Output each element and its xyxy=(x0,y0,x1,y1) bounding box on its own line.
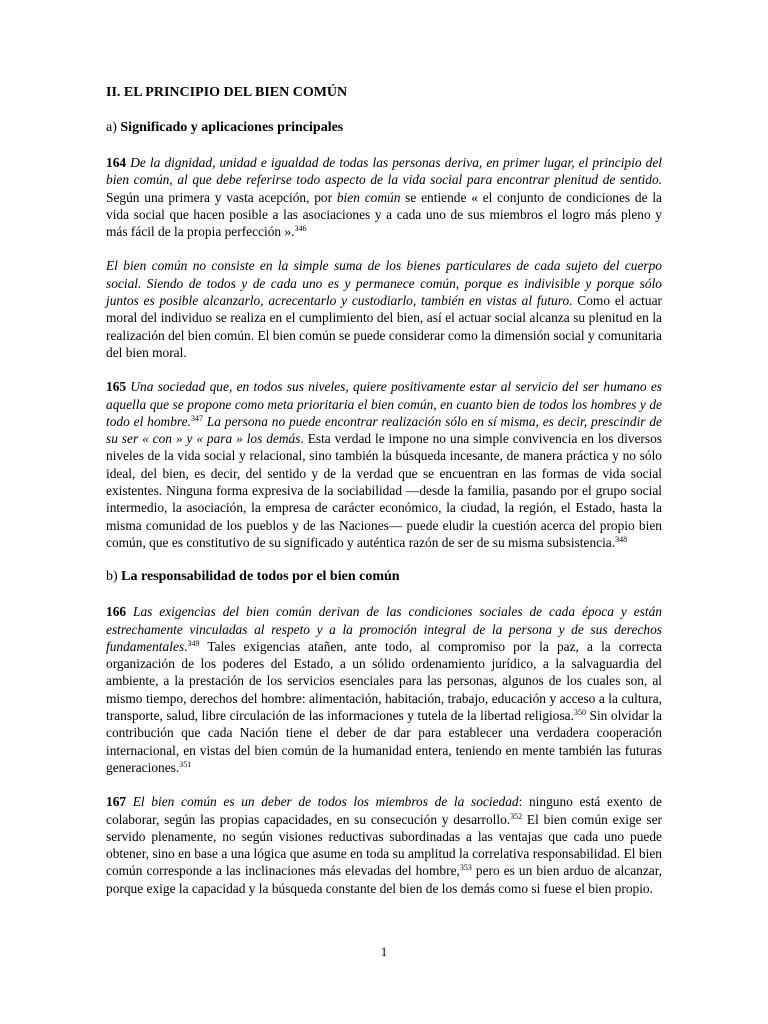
subsection-title: La responsabilidad de todos por el bien común xyxy=(121,569,400,585)
footnote-ref: 351 xyxy=(179,759,192,769)
paragraph xyxy=(106,603,662,776)
body-text: . Como el actuar moral del individuo se realiza en el cumplimiento del bien, así el actuar social alcanza su plenitud en la realización del bien común. El bien común se puede considerar como la dimensión social y comunitaria del bien moral. xyxy=(106,293,662,360)
section-title: II. EL PRINCIPIO DEL BIEN COMÚN xyxy=(106,85,348,100)
paragraph xyxy=(106,257,662,361)
subsection-b-heading xyxy=(106,568,662,586)
footnote-ref: 346 xyxy=(294,224,307,234)
paragraph-number: 167 xyxy=(106,794,133,810)
body-text: El bien común exige ser servido plenamente, no según visiones reductivas subordinadas a las ventajas que cada uno puede obtener, sino en base a una lógica que asume en toda su amplitud la correlativa responsabilidad. El bien común corresponde a las inclinaciones más elevadas del hombre, xyxy=(106,811,663,879)
footnote-ref: 348 xyxy=(615,534,628,544)
body-text: se entiende « el conjunto de condiciones de la vida social que hacen posible a las asociaciones y a cada uno de sus miembros el logro más pleno y más fácil de la propia perfección ». xyxy=(106,189,662,240)
footnote-ref: 353 xyxy=(459,863,472,873)
paragraph xyxy=(106,378,662,551)
paragraph-number: 166 xyxy=(106,604,134,620)
subsection-title: Significado y aplicaciones principales xyxy=(120,120,344,135)
paragraph xyxy=(106,154,662,240)
body-text: . Esta verdad le impone no una simple convivencia en los diversos niveles de la vida social y relacional, sino también la búsqueda incesante, de manera práctica y no sólo ideal, del bien, es decir, del sentido y de la verdad que se encuentran en las formas de vida social existentes. Ninguna forma expresiva de la sociabilidad —desde la familia, pasando por el grupo social intermedio, la asociación, la empresa de carácter económico, la ciudad, la región, el Estado, hasta la misma comunidad de los pueblos y de las Naciones— puede eludir la cuestión acerca del propio bien común, que es constitutivo de su significado y auténtica razón de ser de su misma subsistencia. xyxy=(106,431,662,550)
body-text: : ninguno está exento de colaborar, según las propias capacidades, en su consecución y desarrollo. xyxy=(106,794,663,827)
italic-text: De la dignidad, unidad e igualdad de todas las personas deriva, en primer lugar, el principio del bien común, al que debe referirse todo aspecto de la vida social para encontrar plenitud de sentido. xyxy=(106,155,663,188)
body-text: pero es un bien arduo de alcanzar, porque exige la capacidad y la búsqueda constante del bien de los demás como si fuese el bien propio. xyxy=(106,863,663,896)
body-text: Tales exigencias atañen, ante todo, al compromiso por la paz, a la correcta organización de los poderes del Estado, a un sólido ordenamiento jurídico, a la salvaguardia del ambiente, a la prestación de los servicios esenciales para las personas, algunos de los cuales son, al mismo tiempo, derechos del hombre: alimentación, habitación, trabajo, educación y acceso a la cultura, transporte, salud, libre circulación de las informaciones y tutela de la libertad religiosa. xyxy=(106,638,662,724)
footnote-ref: 352 xyxy=(510,811,523,821)
subsection-prefix: b) xyxy=(106,569,122,585)
subsection-prefix: a) xyxy=(106,120,121,135)
italic-text: El bien común no consiste en la simple suma de los bienes particulares de cada sujeto del cuerpo social. Siendo de todos y de cada uno es y permanece común, porque es indivisible y porque sólo juntos es posible alcanzarlo, acrecentarlo y custodiarlo, también en vistas al futuro xyxy=(106,258,662,309)
italic-text: bien común xyxy=(336,189,401,205)
footnote-ref: 350 xyxy=(573,708,586,718)
body-text: Sin olvidar la contribución que cada Nación tiene el deber de dar para establecer una verdadera cooperación internacional, en vistas del bien común de la humanidad entera, teniendo en mente también las futuras generaciones. xyxy=(106,708,663,775)
body-text: . xyxy=(184,638,188,654)
footnote-ref: 347 xyxy=(190,413,203,423)
page-number: 1 xyxy=(380,944,388,959)
subsection-a-heading xyxy=(106,119,662,137)
body-text: Según una primera y vasta acepción, por xyxy=(106,189,337,205)
paragraph xyxy=(106,793,662,897)
italic-text: El bien común es un deber de todos los miembros de la sociedad xyxy=(132,794,519,810)
italic-text: Una sociedad que, en todos sus niveles, quiere positivamente estar al servicio del ser humano es aquella que se propone como meta prioritaria el bien común, en cuanto bien de todos los hombres y de todo el hombre. xyxy=(106,379,662,429)
footnote-ref: 349 xyxy=(187,638,200,648)
italic-text: La persona no puede encontrar realización sólo en sí misma, es decir, prescindir de su ser « con » y « para » los demás xyxy=(106,413,662,447)
italic-text: Las exigencias del bien común derivan de las condiciones sociales de cada época y están estrechamente vinculadas al respeto y a la promoción integral de la persona y de sus derechos fundamentales xyxy=(106,604,663,654)
paragraph-number: 165 xyxy=(106,379,131,395)
paragraph-number: 164 xyxy=(106,155,131,170)
